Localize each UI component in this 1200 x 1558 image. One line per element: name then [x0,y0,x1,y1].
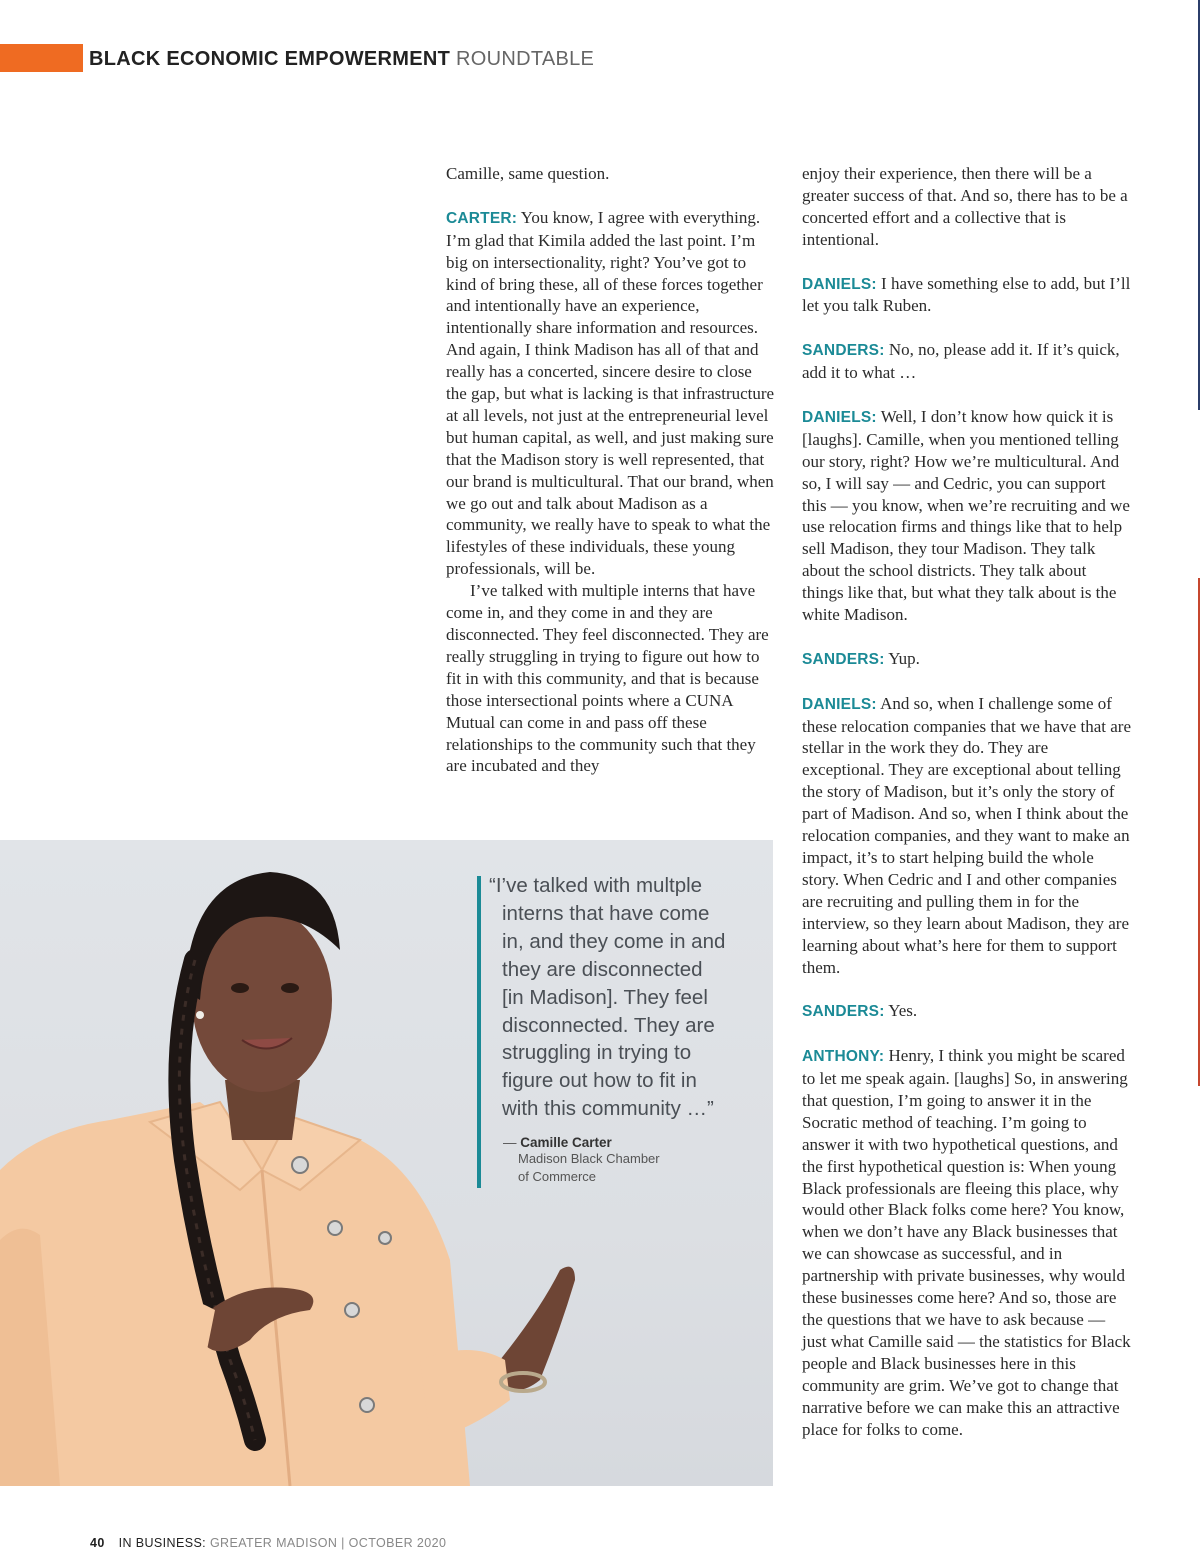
header-accent-bar [0,44,83,72]
speech-text: Yes. [888,1001,918,1021]
pull-quote-attribution [503,1135,660,1185]
speaker-label: DANIELS: [802,275,877,293]
section-header [89,44,594,74]
speech-text: You know, I agree with everything. I’m glad that Kimila added the last point. I’m big on intersectionality, right? You’ve got to kind of bring these, all of these forces together and intentionally have an experience, intentionally share information and resources. And again, I think Madison has all of that and really has a concerted, sincere desire to close the gap, but what is lacking is that infrastructure at all levels, not just at the entrepreneurial level but human capital, as well, and just making sure that the Madison story is well represented, that our brand is multicultural. That our brand, when we go out and talk about Madison as a community, we really have to speak to what the lifestyles of these individuals, these young professionals, will be. [446,207,775,579]
speaker-label: DANIELS: [802,695,877,713]
attribution-org-line: Madison Black Chamber [518,1151,660,1166]
exchange-paragraph [802,1000,1132,1023]
speech-text: Well, I don’t know how quick it is [laughs]. Camille, when you mentioned telling our story, right? How we’re multicultural. And so, I will say — and Cedric, you can support this — you know, when we’re recruiting and we use relocation firms and things like that to help sell Madison, they tour Madison. They talk about the school districts. They talk about things like that, but what they talk about is the white Madison. [802,406,1130,625]
speaker-label: SANDERS: [802,650,885,668]
pull-quote-line: disconnected. They are [502,1013,715,1037]
attribution-name: Camille Carter [520,1135,612,1150]
speaker-label: SANDERS: [802,342,885,360]
pull-quote-line: [in Madison]. They feel [502,985,708,1009]
page-number: 40 [90,1536,105,1550]
moderator-prompt: Camille, same question. [446,164,610,183]
continued-text: enjoy their experience, then there will be a greater success of that. And so, there has to be a concerted effort and a collective that is intentional. [802,164,1128,249]
exchange-paragraph [802,648,1132,671]
pull-quote-line: figure out how to fit in [502,1069,697,1093]
speech-text: No, no, please add it. If it’s quick, add it to what … [802,340,1120,383]
speech-text: Yup. [888,648,920,668]
pull-quote-rule [477,876,481,1188]
section-title: BLACK ECONOMIC EMPOWERMENT [89,48,451,70]
carter-paragraph-continued: I’ve talked with multiple interns that have come in, and they come in and they are disconnected. They feel disconnected. They are really struggling in trying to figure out how to fit in with this community, and that is because those intersectional points where a CUNA Mutual can come in and pass off these relationships to the community such that they are incubated and they [446,581,769,776]
carter-paragraph [446,207,776,580]
exchange-paragraph [802,1045,1132,1440]
section-subtitle: ROUNDTABLE [455,48,595,70]
pull-quote-line: struggling in trying to [502,1041,692,1065]
exchange-paragraph [802,693,1132,979]
speaker-label: ANTHONY: [802,1048,885,1066]
speech-text: Henry, I think you might be scared to let me speak again. [laughs] So, in answering that question, I’m going to answer it in the Socratic method of teaching. I’m going to answer it with two hypothetical questions, and the first hypothetical question is: When young Black professionals are fleeing this place, why would other Black folks come here? You know, when we don’t have any Black businesses that we can showcase as successful, and in partnership with private businesses, why would these businesses come here? And so, those are the questions that we have to ask because — just what Camille said — the statistics for Black people and Black businesses here in this community are grim. We’ve got to change that narrative before we can make this an attractive place for folks to come. [802,1046,1131,1439]
pull-quote-line: “I’ve talked with multple [489,874,703,897]
publication-name: IN BUSINESS: [118,1536,207,1550]
pull-quote-line: interns that have come [502,901,710,925]
pull-quote-line: they are disconnected [502,957,703,981]
article-column-2 [802,163,1132,1440]
publication-edition: GREATER MADISON | OCTOBER 2020 [209,1536,447,1550]
pull-quote [489,872,749,1123]
speaker-label: DANIELS: [802,408,877,426]
pull-quote-line: with this community …” [502,1097,714,1121]
exchange-paragraph [802,273,1132,318]
exchange-paragraph [802,406,1132,626]
article-column-1 [446,163,776,777]
attribution-dash: — [503,1135,517,1150]
attribution-org-line: of Commerce [518,1168,597,1184]
page-footer [90,1536,446,1550]
speech-text: And so, when I challenge some of these relocation companies that we have that are stellar in the work they do. They are exceptional. They are exceptional about telling the story of Madison, but it’s only the story of part of Madison. And so, when I think about the relocation companies, and they want to make an impact, it’s to start helping build the whole story. When Cedric and I and other companies are recruiting and pulling them in for the interview, so they learn about Madison, they are learning about what’s here for them to support them. [802,693,1131,977]
speaker-label: SANDERS: [802,1003,885,1021]
speech-text: I have something else to add, but I’ll let you talk Ruben. [802,273,1131,316]
exchange-paragraph [802,339,1132,384]
speaker-label: CARTER: [446,209,518,227]
pull-quote-line: in, and they come in and [502,929,726,953]
